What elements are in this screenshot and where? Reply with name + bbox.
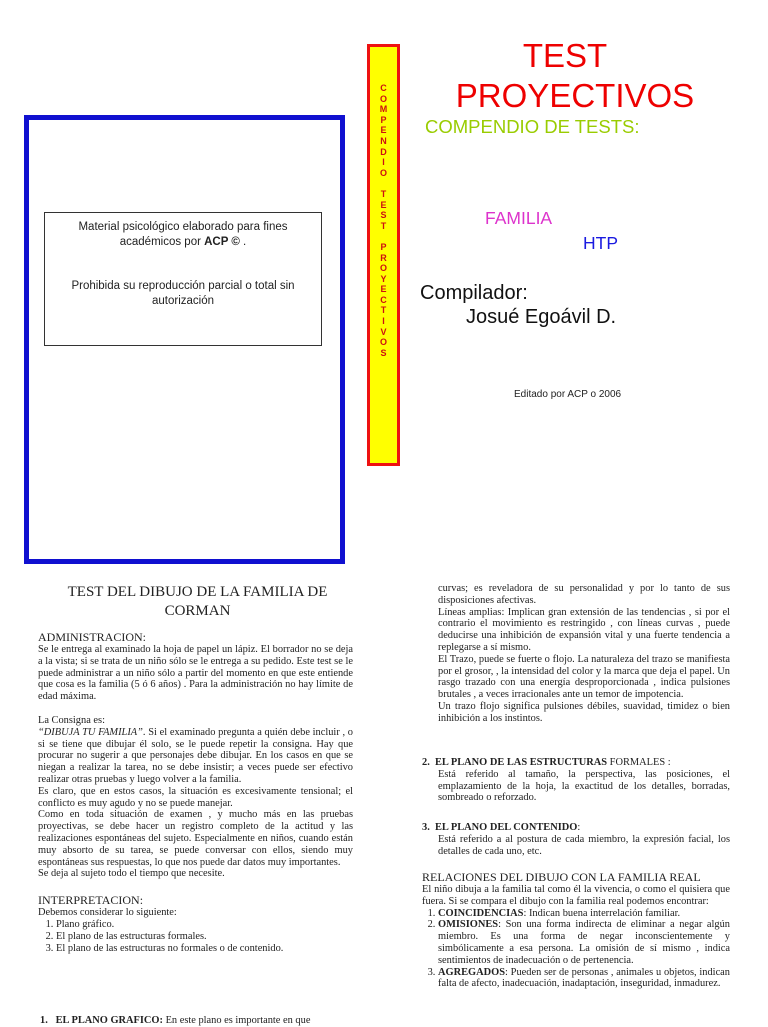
admin-heading: ADMINISTRACION: bbox=[38, 630, 146, 644]
item3-number: 3. bbox=[422, 822, 430, 833]
notice-line1: Material psicológico elaborado para fines bbox=[78, 221, 288, 233]
cover-item-htp: HTP bbox=[583, 233, 618, 253]
rel-item-label: AGREGADOS bbox=[438, 966, 505, 978]
cover-subtitle: COMPENDIO DE TESTS: bbox=[425, 116, 640, 137]
admin-paragraph-5: Se deja al sujeto todo el tiempo que necesite. bbox=[38, 868, 225, 880]
spine-letter: N bbox=[380, 135, 387, 146]
list-item: 1. Plano gráfico. bbox=[56, 919, 353, 931]
spine-letter: S bbox=[380, 210, 387, 221]
spine-letter: E bbox=[380, 125, 387, 136]
spine-letter: T bbox=[380, 188, 387, 199]
list-item bbox=[438, 967, 730, 991]
plano-grafico-label: EL PLANO GRAFICO: bbox=[55, 1015, 163, 1026]
consigna-label: La Consigna es: bbox=[38, 714, 105, 726]
section-3 bbox=[422, 822, 730, 857]
notice-line2-post: . bbox=[239, 236, 247, 248]
plano-grafico-text: En este plano es importante en que bbox=[162, 1015, 311, 1026]
rel-item-label: OMISIONES bbox=[438, 919, 499, 931]
list-item: 3. El plano de las estructuras no formales o de contenido. bbox=[56, 943, 353, 955]
section-2 bbox=[422, 757, 730, 804]
relations-list bbox=[422, 908, 730, 991]
spine-letter: O bbox=[379, 167, 387, 178]
spine-letter: T bbox=[380, 305, 387, 316]
spine-letter bbox=[382, 231, 385, 242]
spine-letter: I bbox=[382, 157, 385, 168]
list-item bbox=[438, 908, 730, 920]
spine-letter: C bbox=[380, 294, 387, 305]
relations-intro: El niño dibuja a la familia tal como él la vivencia, o como el quisiera que fuera. Si se compara el dibujo con la familia real podemos encontrar: bbox=[422, 884, 730, 907]
spine-letter: O bbox=[379, 337, 387, 348]
interpretation-intro: Debemos considerar lo siguiente: bbox=[38, 907, 177, 919]
spine-letter bbox=[382, 178, 385, 189]
spine-letter: I bbox=[382, 316, 385, 327]
spine-letter: T bbox=[380, 220, 387, 231]
spine-letter: V bbox=[380, 326, 387, 337]
interpretation-list bbox=[38, 919, 353, 954]
item2-label: EL PLANO DE LAS ESTRUCTURAS bbox=[435, 757, 608, 768]
rel-item-text: : Son una forma indirecta de eliminar a negar algún miembro. Es una forma de negar inconscientemente y simbólicamente a esa persona. La omisión de sí mismo , indica sentimientos de inadecuación o de pertenencia. bbox=[438, 919, 730, 966]
rel-item-label: COINCIDENCIAS bbox=[438, 907, 524, 919]
right-paragraph-2: Líneas amplias: Implican gran extensión de las tendencias , si por el contrario el movimiento es restringido , con líneas curvas , puede deducirse una inhibición de expansión vital y una fuerte tendencia a replegarse a sí mismo. bbox=[438, 606, 730, 653]
rel-item-text: : Indican buena interrelación familiar. bbox=[523, 907, 681, 919]
relations-section bbox=[422, 871, 730, 990]
item3-label-rest: : bbox=[577, 822, 581, 833]
spine-letter: D bbox=[380, 146, 387, 157]
consigna-paragraph bbox=[38, 727, 353, 786]
item2-number: 2. bbox=[422, 757, 430, 768]
item3-text: Está referido a al postura de cada miembro, la expresión facial, los detalles de cada uno, etc. bbox=[438, 833, 730, 857]
article-left-column bbox=[38, 631, 353, 954]
admin-paragraph-1: Se le entrega al examinado la hoja de papel un lápiz. El borrador no se deja a la vista; si se trata de un niño sólo se le entrega a su pedido. Este test se le puede administrar a un niño sólo a partir del momento en que este entiende que cosa es la familia (5 ó 6 años) . Para la administración no hay límite de edad máxima. bbox=[38, 644, 353, 703]
item2-label-rest: FORMALES : bbox=[607, 757, 671, 768]
list-item bbox=[438, 919, 730, 966]
spine-letter: E bbox=[380, 199, 387, 210]
cover-title-line1: TEST bbox=[522, 37, 608, 74]
rel-item-text: : Pueden ser de personas , animales u objetos, indican falta de afecto, inadecuación, inadaptación, inseguridad, inmadurez. bbox=[438, 966, 730, 990]
spine-letter: O bbox=[379, 263, 387, 274]
cover-title-line2: PROYECTIVOS bbox=[455, 77, 695, 114]
spine-letter: S bbox=[380, 347, 387, 358]
relations-heading: RELACIONES DEL DIBUJO CON LA FAMILIA REAL bbox=[422, 870, 701, 884]
copyright-notice bbox=[44, 212, 322, 346]
right-paragraph-4: Un trazo flojo significa pulsiones débiles, suavidad, timidez o bien inhibición a los instintos. bbox=[438, 700, 730, 724]
compiler-label: Compilador: bbox=[420, 282, 528, 304]
spine-letter: M bbox=[379, 104, 388, 115]
right-paragraph-1: curvas; es reveladora de su personalidad y por lo tanto de sus disposiciones afectivas. bbox=[438, 583, 730, 606]
interpretation-heading: INTERPRETACION: bbox=[38, 893, 144, 908]
notice-prohibition: Prohibida su reproducción parcial o total sin autorización bbox=[71, 280, 295, 307]
cover-item-familia: FAMILIA bbox=[485, 208, 553, 228]
list-item: 2. El plano de las estructuras formales. bbox=[56, 931, 353, 943]
spine-letter: O bbox=[379, 93, 387, 104]
spine-letter: R bbox=[380, 252, 387, 263]
article-title: TEST DEL DIBUJO DE LA FAMILIA DE CORMAN bbox=[67, 584, 328, 619]
right-paragraph-3: El Trazo, puede se fuerte o flojo. La naturaleza del trazo se manifiesta por el grosor, , la intensidad del color y la marca que deja el papel. Un rasgo trazado con una energía desproporcionada , indica pulsiones brutales , a veces irracionales ante un temor de impotencia. bbox=[438, 653, 730, 701]
edition-note: Editado por ACP o 2006 bbox=[514, 389, 622, 400]
spine-letter: E bbox=[380, 284, 387, 295]
spine-text bbox=[370, 83, 397, 358]
plano-grafico-line: 1. EL PLANO GRAFICO: En este plano es importante en que bbox=[40, 1015, 311, 1026]
spine-letter: Y bbox=[380, 273, 387, 284]
consigna-quote: “DIBUJA TU FAMILIA” bbox=[38, 726, 143, 738]
admin-paragraph-4: Como en toda situación de examen , y mucho más en las pruebas proyectivas, se debe hacer un registro completo de la actitud y las realizaciones espontáneas del sujeto. Especialmente en niños, cuando están muy absorto de su tarea, se puede conversar con ellos, siendo muy espontáneas sus respuestas, lo que nos puede dar datos muy importantes. bbox=[38, 809, 353, 868]
compiler-name: Josué Egoávil D. bbox=[466, 306, 617, 328]
notice-brand: ACP © bbox=[204, 236, 240, 248]
article-right-column bbox=[438, 583, 730, 725]
spine-letter: C bbox=[380, 83, 387, 93]
consigna-text: . Si el examinado pregunta a quién debe incluir , o si se tiene que dibujar él solo, se le puede repetir la consigna. Hay que procurar no sugerir a que personajes debe dibujar. En los casos en que se niegan a realizar la tarea, no se debe insistir; a veces puede ser efectivo realizar otras pruebas y luego volver a la familia. bbox=[38, 726, 353, 785]
notice-line2-pre: académicos por bbox=[119, 236, 205, 248]
item2-text: Está referido al tamaño, la perspectiva, las posiciones, el emplazamiento de la hoja, la exactitud de los detalles, borradas, sombreado o reforzado. bbox=[438, 768, 730, 804]
notice-line2 bbox=[57, 235, 309, 250]
item3-label: EL PLANO DEL CONTENIDO bbox=[435, 822, 578, 833]
spine-letter: P bbox=[380, 241, 387, 252]
admin-paragraph-3: Es claro, que en estos casos, la situación es excesivamente tensional; el conflicto es muy agudo y no se puede manejar. bbox=[38, 785, 353, 809]
spine-letter: P bbox=[380, 114, 387, 125]
